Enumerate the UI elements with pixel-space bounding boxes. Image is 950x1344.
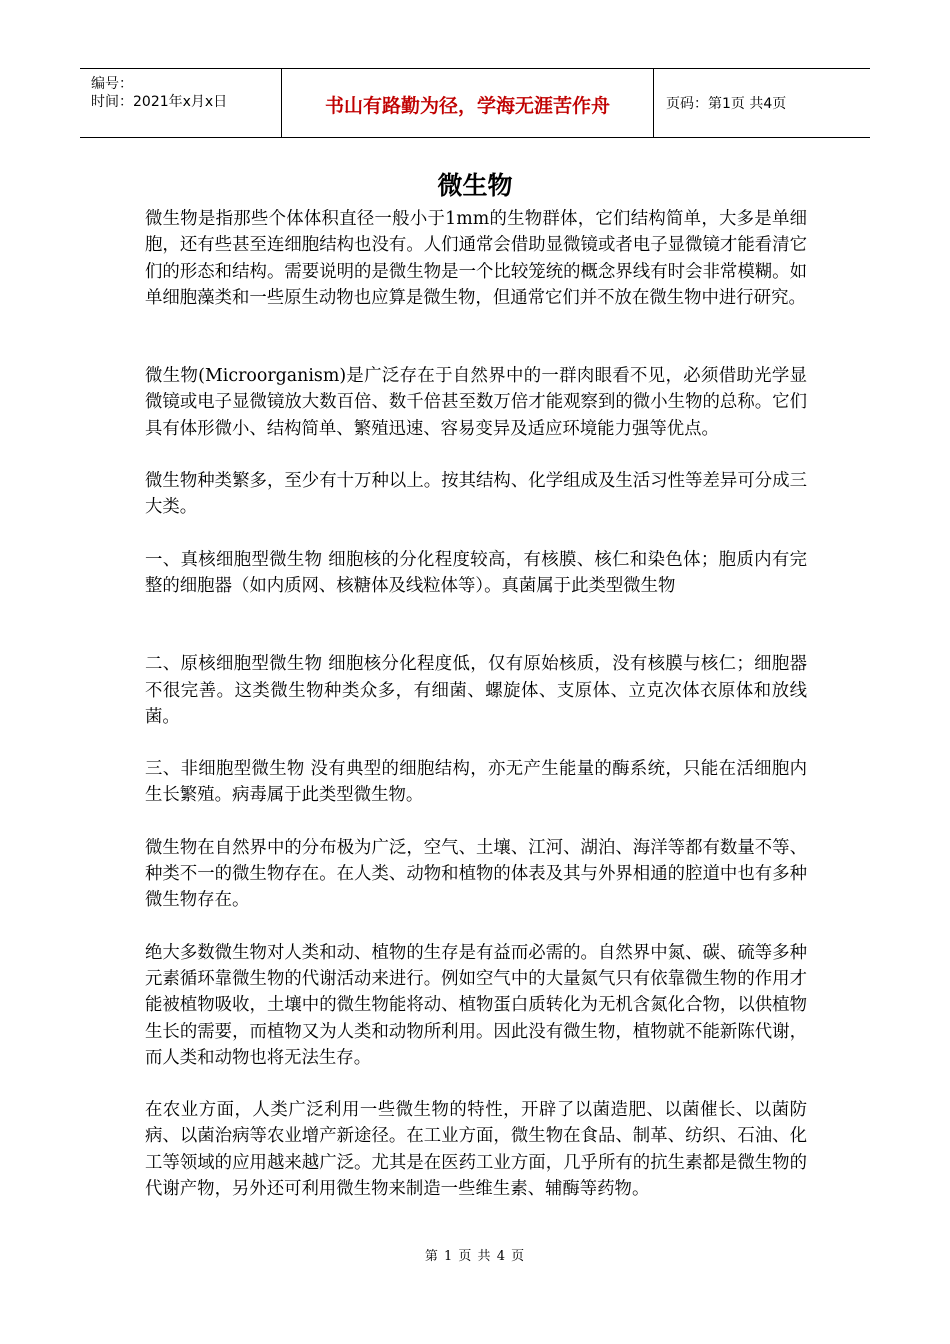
- document-body: [145, 206, 807, 1202]
- paragraph-applications: 在农业方面，人类广泛利用一些微生物的特性，开辟了以菌造肥、以菌催长、以菌防病、以菌治病等农业增产新途径。在工业方面，微生物在食品、制革、纺织、石油、化工等领域的应用越来越广泛。尤其是在医药工业方面，几乎所有的抗生素都是微生物的代谢产物，另外还可利用微生物来制造一些维生素、辅酶等药物。: [145, 1100, 807, 1200]
- paragraph-distribution: 微生物在自然界中的分布极为广泛，空气、土壤、江河、湖泊、海洋等都有数量不等、种类不一的微生物存在。在人类、动物和植物的体表及其与外界相通的腔道中也有多种微生物存在。: [145, 837, 807, 911]
- header-meta-cell: [80, 69, 282, 137]
- paragraph-classification: 微生物种类繁多，至少有十万种以上。按其结构、化学组成及生活习性等差异可分成三大类。: [145, 471, 807, 518]
- document-title: 微生物: [437, 171, 513, 200]
- header-motto-cell: [282, 69, 654, 137]
- paragraph-microorganism: 微生物(Microorganism)是广泛存在于自然界中的一群肉眼看不见，必须借助光学显微镜或电子显微镜放大数百倍、数千倍甚至数万倍才能观察到的微小生物的总称。它们具有体形微小、结构简单、繁殖迅速、容易变异及适应环境能力强等优点。: [145, 366, 807, 439]
- header-page-number: 页码：第1页 共4页: [666, 96, 787, 112]
- page-footer: 第 1 页 共 4 页: [424, 1249, 526, 1264]
- document-time-label: 时间：2021年x月x日: [91, 94, 228, 110]
- paragraph-prokaryotic: 二、原核细胞型微生物 细胞核分化程度低，仅有原始核质，没有核膜与核仁；细胞器不很完善。这类微生物种类众多，有细菌、螺旋体、支原体、立克次体衣原体和放线菌。: [145, 654, 807, 727]
- document-number-label: 编号：: [91, 76, 133, 92]
- paragraph-acellular: 三、非细胞型微生物 没有典型的细胞结构，亦无产生能量的酶系统，只能在活细胞内生长繁殖。病毒属于此类型微生物。: [145, 759, 807, 806]
- document-header: [80, 68, 870, 138]
- paragraph-benefits: 绝大多数微生物对人类和动、植物的生存是有益而必需的。自然界中氮、碳、硫等多种元素循环靠微生物的代谢活动来进行。例如空气中的大量氮气只有依靠微生物的作用才能被植物吸收，土壤中的微生物能将动、植物蛋白质转化为无机含氮化合物，以供植物生长的需要，而植物又为人类和动物所利用。因此没有微生物，植物就不能新陈代谢，而人类和动物也将无法生存。: [145, 942, 807, 1068]
- paragraph-eukaryotic: 一、真核细胞型微生物 细胞核的分化程度较高，有核膜、核仁和染色体；胞质内有完整的细胞器（如内质网、核糖体及线粒体等）。真菌属于此类型微生物: [145, 549, 807, 596]
- paragraph-definition: 微生物是指那些个体体积直径一般小于1mm的生物群体，它们结构简单，大多是单细胞，还有些甚至连细胞结构也没有。人们通常会借助显微镜或者电子显微镜才能看清它们的形态和结构。需要说明的是微生物是一个比较笼统的概念界线有时会非常模糊。如单细胞藻类和一些原生动物也应算是微生物，但通常它们并不放在微生物中进行研究。: [145, 209, 807, 308]
- header-page-cell: [654, 69, 870, 137]
- header-motto: 书山有路勤为径，学海无涯苦作舟: [324, 95, 610, 117]
